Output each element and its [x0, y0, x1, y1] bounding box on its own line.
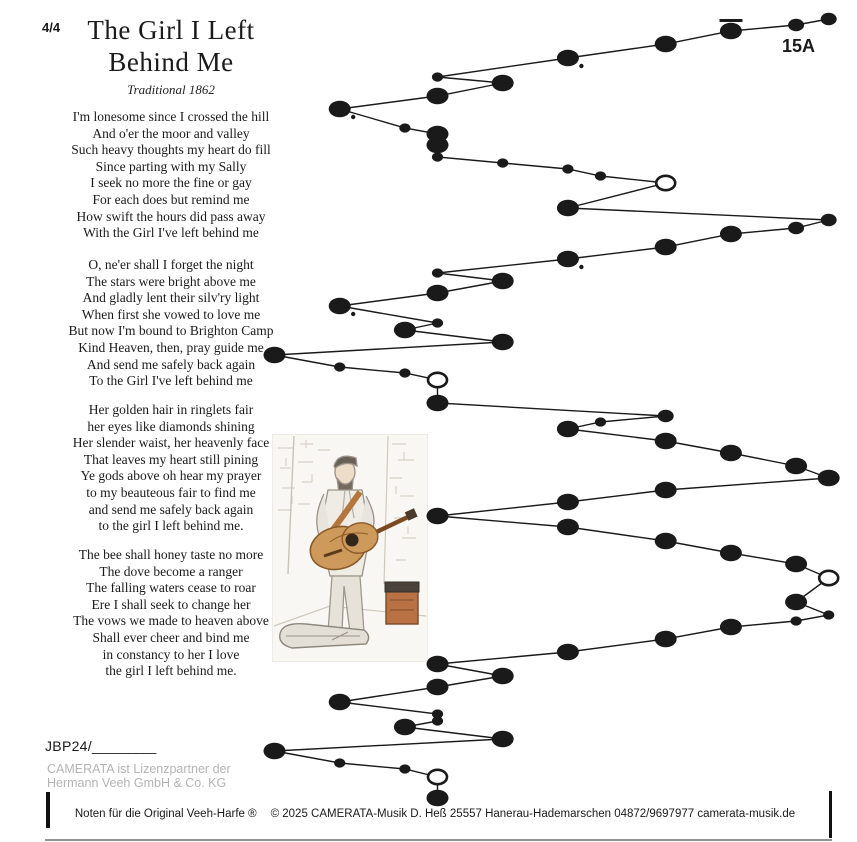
lyric-line: in constancy to her I love: [102, 646, 240, 662]
lyric-line: And o'er the moor and valley: [92, 125, 250, 141]
lyric-line: With the Girl I've left behind me: [83, 225, 259, 241]
lyric-line: Her golden hair in ringlets fair: [88, 402, 254, 417]
lyric-line: And gladly lent their silv'ry light: [82, 290, 260, 306]
lyric-line: The vows we made to heaven above: [73, 613, 269, 629]
lyric-line: to my beauteous fair to find me: [86, 484, 256, 500]
lyric-line: When first she vowed to love me: [81, 306, 261, 322]
lyric-line: The dove become a ranger: [99, 563, 243, 579]
lyric-line: For each does but remind me: [92, 191, 250, 207]
title-block: [28, 14, 314, 98]
lyric-line: The falling waters cease to roar: [86, 580, 256, 596]
lyric-line: to the girl I left behind me.: [98, 518, 244, 534]
lyric-line: I seek no more the fine or gay: [90, 175, 252, 191]
catalog-number: JBP24/________: [45, 738, 157, 754]
lyric-line: But now I'm bound to Brighton Camp: [68, 323, 274, 339]
verse-1: [28, 109, 314, 242]
lyric-line: The stars were bright above me: [86, 273, 256, 289]
time-signature: 4/4: [42, 20, 61, 35]
footer-brand: Noten für die Original Veeh-Harfe ®: [74, 808, 257, 820]
license-note: [47, 762, 231, 790]
lyric-line: Since parting with my Sally: [95, 158, 247, 174]
lyric-line: And send me safely back again: [86, 356, 256, 372]
lyric-line: Such heavy thoughts my heart do fill: [71, 142, 271, 158]
footer-note: [40, 808, 830, 820]
lyric-line: her eyes like diamonds shining: [87, 418, 255, 434]
lyric-line: Kind Heaven, then, pray guide me: [78, 339, 264, 355]
lyric-line: and send me safely back again: [88, 501, 254, 517]
page-number: 15A: [782, 36, 816, 56]
license-line: Hermann Veeh GmbH & Co. KG: [47, 776, 227, 790]
lyric-line: I'm lonesome since I crossed the hill: [72, 109, 270, 124]
lyric-line: Her slender waist, her heavenly face: [72, 435, 270, 451]
lyric-line: Shall ever cheer and bind me: [92, 629, 250, 645]
lyric-line: Ere I shall seek to change her: [91, 596, 251, 612]
song-subtitle: Traditional 1862: [127, 82, 215, 97]
song-title-line1: The Girl I Left: [87, 15, 255, 45]
lyric-line: How swift the hours did pass away: [76, 208, 266, 224]
lyric-line: The bee shall honey taste no more: [78, 547, 264, 562]
verse-2: [28, 257, 314, 390]
license-line: CAMERATA ist Lizenzpartner der: [47, 762, 231, 776]
lyric-line: the girl I left behind me.: [105, 663, 237, 679]
song-title-line2: Behind Me: [108, 47, 234, 77]
page-bottom-edge: [45, 839, 832, 841]
lyric-line: Ye gods above oh hear my prayer: [80, 468, 262, 484]
musician-illustration: [272, 434, 428, 662]
lyric-line: O, ne'er shall I forget the night: [88, 257, 254, 272]
footer-copyright: © 2025 CAMERATA-Musik D. Heß 25557 Hanerau-Hademarschen 04872/9697977 camerata-musik.de: [270, 808, 796, 820]
lyric-line: That leaves my heart still pining: [83, 451, 259, 467]
lyric-line: To the Girl I've left behind me: [89, 373, 253, 389]
